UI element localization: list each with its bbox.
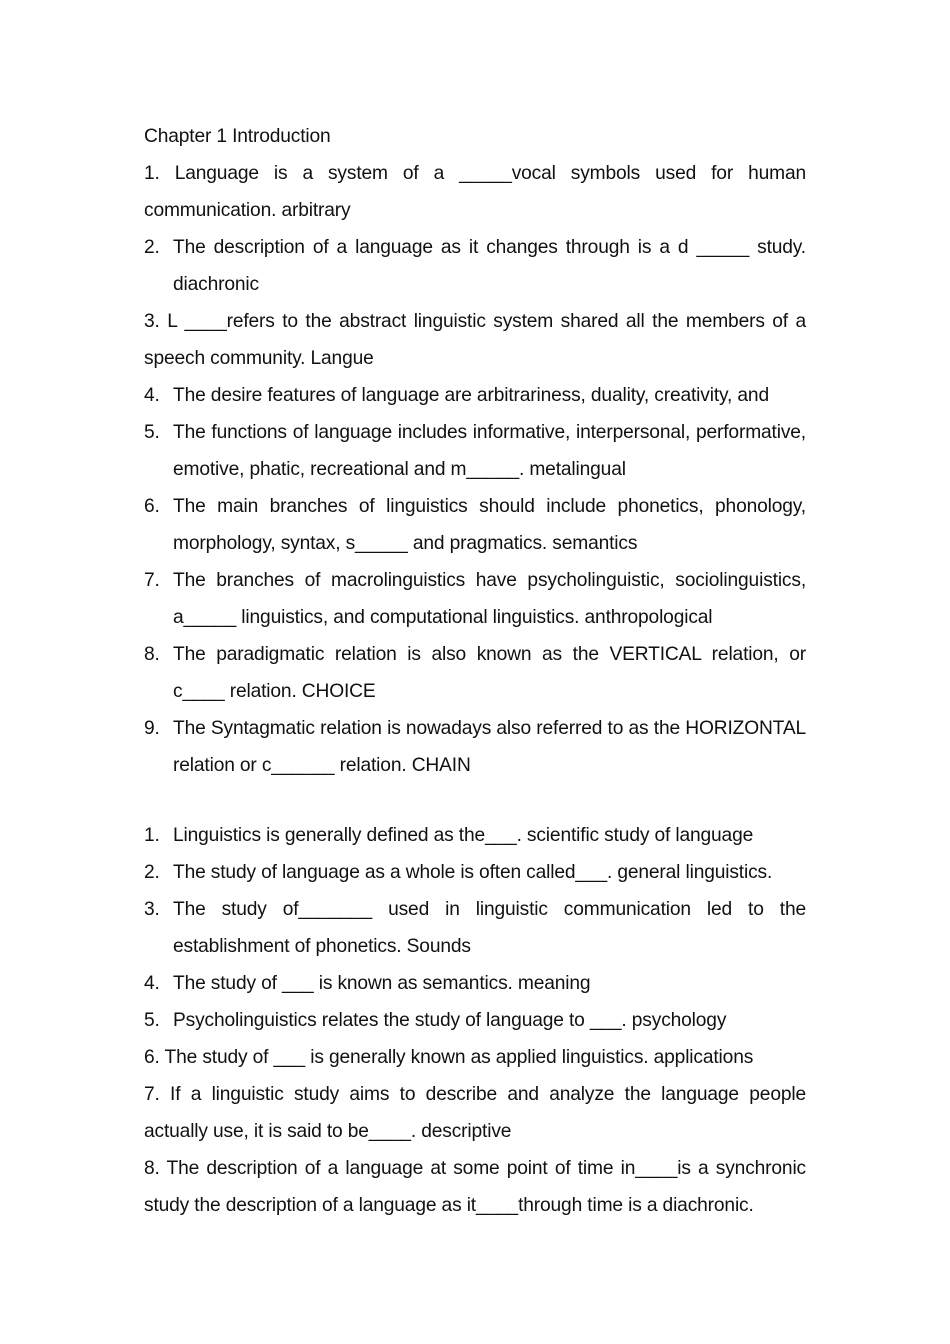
item-number: 4. [144, 973, 160, 994]
exercise-item [144, 377, 806, 414]
item-text: The Syntagmatic relation is nowadays also referred to as the HORIZONTAL relation or c______ relation. CHAIN [173, 718, 806, 776]
item-text: The study of language as a whole is often called___. general linguistics. [173, 862, 773, 883]
exercise-item [144, 710, 806, 784]
exercise-item: 1. Language is a system of a _____vocal symbols used for human communication. arbitrary [144, 163, 806, 221]
item-text: The paradigmatic relation is also known as the VERTICAL relation, or c____ relation. CHOICE [173, 644, 806, 702]
item-number: 4. [144, 385, 160, 406]
item-text: The description of a language as it changes through is a d _____ study. diachronic [173, 237, 806, 295]
exercise-item [144, 965, 806, 1002]
item-number: 5. [144, 1010, 160, 1031]
exercise-item [144, 636, 806, 710]
item-text: The main branches of linguistics should include phonetics, phonology, morphology, syntax, s_____ and pragmatics. semantics [173, 496, 806, 554]
item-text: The branches of macrolinguistics have psycholinguistic, sociolinguistics, a_____ linguistics, and computational linguistics. anthropological [173, 570, 806, 628]
item-number: 5. [144, 422, 160, 443]
exercise-item [144, 891, 806, 965]
item-text: Linguistics is generally defined as the___. scientific study of language [173, 825, 754, 846]
item-number: 7. [144, 570, 160, 591]
item-text: The desire features of language are arbitrariness, duality, creativity, and [173, 385, 769, 406]
exercise-item: 7. If a linguistic study aims to describe and analyze the language people actually use, it is said to be____. descriptive [144, 1084, 806, 1142]
exercise-item [144, 414, 806, 488]
exercise-item: 3. L ____refers to the abstract linguistic system shared all the members of a speech community. Langue [144, 311, 806, 369]
exercise-item [144, 817, 806, 854]
item-number: 2. [144, 862, 160, 883]
item-number: 3. [144, 899, 160, 920]
item-number: 2. [144, 237, 160, 258]
exercise-item [144, 854, 806, 891]
exercise-section-2 [144, 817, 806, 1224]
document-page [144, 118, 806, 1224]
exercise-item: 6. The study of ___ is generally known as applied linguistics. applications [144, 1047, 754, 1068]
item-text: The study of_______ used in linguistic communication led to the establishment of phonetics. Sounds [173, 899, 806, 957]
item-number: 1. [144, 825, 160, 846]
item-number: 6. [144, 496, 160, 517]
chapter-title: Chapter 1 Introduction [144, 126, 331, 147]
item-text: The functions of language includes informative, interpersonal, performative, emotive, phatic, recreational and m_____. metalingual [173, 422, 806, 480]
item-number: 8. [144, 644, 160, 665]
exercise-section-1 [144, 155, 806, 784]
section-spacer [144, 784, 806, 817]
item-text: Psycholinguistics relates the study of language to ___. psychology [173, 1010, 727, 1031]
exercise-item [144, 488, 806, 562]
exercise-item [144, 229, 806, 303]
exercise-item: 8. The description of a language at some point of time in____is a synchronic study the description of a language as it____through time is a diachronic. [144, 1158, 806, 1216]
exercise-item [144, 562, 806, 636]
item-number: 9. [144, 718, 160, 739]
exercise-item [144, 1002, 806, 1039]
item-text: The study of ___ is known as semantics. meaning [173, 973, 591, 994]
